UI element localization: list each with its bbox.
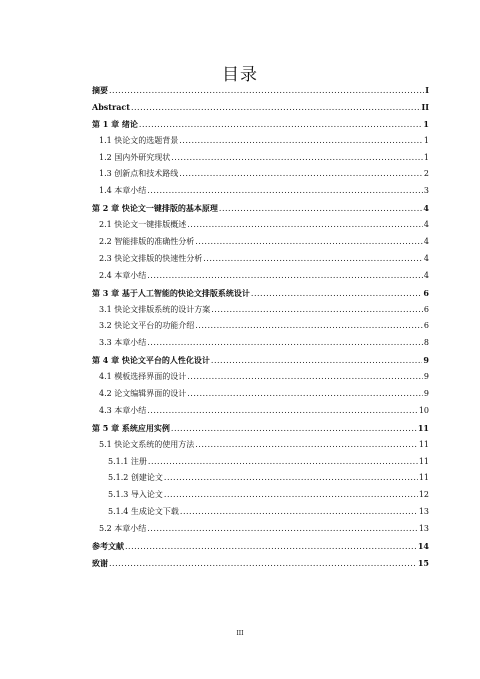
dot-leader: [109, 556, 417, 573]
toc-entry[interactable]: [92, 386, 429, 403]
toc-entry-page: 14: [417, 541, 429, 552]
toc-entry[interactable]: [92, 335, 429, 352]
table-of-contents: [92, 82, 429, 572]
toc-entry-label: 2.3 快论文排版的快速性分析: [99, 253, 203, 263]
toc-entry-page: 9: [423, 372, 429, 382]
dot-leader: [195, 234, 423, 251]
toc-entry-page: I: [425, 85, 429, 95]
toc-entry[interactable]: [92, 454, 429, 471]
toc-entry-label: 2.1 快论文一键排版概述: [99, 220, 187, 230]
toc-entry-label: 5.1.3 导入论文: [108, 490, 163, 500]
toc-entry-label: 4.2 论文编辑界面的设计: [99, 389, 187, 399]
toc-entry-label: 2.4 本章小结: [99, 270, 147, 280]
dot-leader: [125, 539, 417, 556]
dot-leader: [211, 353, 423, 370]
toc-entry[interactable]: [92, 217, 429, 234]
dot-leader: [219, 201, 423, 218]
toc-entry[interactable]: [92, 437, 429, 454]
toc-entry[interactable]: [92, 470, 429, 487]
toc-entry[interactable]: [92, 183, 429, 200]
toc-entry[interactable]: [92, 521, 429, 538]
toc-entry[interactable]: [92, 251, 429, 268]
toc-entry[interactable]: [92, 268, 429, 285]
dot-leader: [147, 521, 418, 538]
dot-leader: [187, 386, 423, 403]
toc-entry[interactable]: [92, 403, 429, 420]
toc-entry-label: 3.2 快论文平台的功能介绍: [99, 321, 195, 331]
toc-entry[interactable]: [92, 487, 429, 504]
toc-entry[interactable]: [92, 302, 429, 319]
toc-entry-page: 8: [423, 338, 429, 348]
toc-entry-page: 11: [417, 422, 429, 433]
toc-entry-label: 第 5 章 系统应用实例: [92, 422, 170, 433]
toc-entry-page: 9: [423, 389, 429, 399]
toc-entry-page: 6: [423, 304, 429, 314]
toc-entry-page: 11: [418, 439, 429, 449]
toc-entry-page: 2: [423, 169, 429, 179]
toc-entry[interactable]: [92, 82, 429, 99]
dot-leader: [164, 487, 418, 504]
toc-entry-page: 10: [418, 405, 429, 415]
toc-entry-label: 致谢: [92, 557, 108, 568]
toc-title: 目录: [222, 65, 258, 85]
dot-leader: [147, 183, 423, 200]
toc-entry[interactable]: [92, 150, 429, 167]
dot-leader: [187, 217, 423, 234]
toc-entry[interactable]: [92, 116, 429, 133]
toc-entry-label: 参考文献: [92, 541, 124, 552]
toc-entry-label: 第 3 章 基于人工智能的快论文排版系统设计: [92, 287, 250, 298]
dot-leader: [195, 318, 423, 335]
toc-entry-page: 13: [418, 507, 429, 517]
dot-leader: [187, 369, 423, 386]
toc-entry-label: 5.1.4 生成论文下载: [108, 507, 179, 517]
toc-entry-page: 4: [423, 220, 429, 230]
toc-entry-page: 13: [418, 524, 429, 534]
toc-entry-page: 4: [423, 253, 429, 263]
toc-entry-label: 第 1 章 绪论: [92, 118, 138, 129]
toc-entry-label: 1.2 国内外研究现状: [99, 152, 171, 162]
toc-entry[interactable]: [92, 504, 429, 521]
toc-entry-label: 2.2 智能排版的准确性分析: [99, 237, 195, 247]
dot-leader: [211, 302, 423, 319]
dot-leader: [164, 470, 418, 487]
toc-entry[interactable]: [92, 369, 429, 386]
dot-leader: [148, 454, 418, 471]
dot-leader: [195, 437, 418, 454]
toc-entry-page: 6: [423, 287, 429, 298]
toc-entry-page: 11: [418, 456, 429, 466]
toc-entry-page: 9: [423, 355, 429, 366]
toc-entry-page: 4: [423, 237, 429, 247]
toc-entry-label: 5.1.1 注册: [108, 456, 147, 466]
dot-leader: [179, 133, 423, 150]
dot-leader: [109, 83, 424, 100]
toc-entry[interactable]: [92, 234, 429, 251]
toc-entry[interactable]: [92, 555, 429, 572]
toc-entry-page: 1: [423, 135, 429, 145]
toc-entry[interactable]: [92, 352, 429, 369]
toc-entry-label: 摘要: [92, 85, 108, 95]
toc-entry-page: 1: [423, 152, 429, 162]
toc-entry-page: 4: [423, 203, 429, 214]
toc-entry-label: 3.1 快论文排版系统的设计方案: [99, 304, 211, 314]
toc-entry-page: II: [421, 101, 429, 112]
toc-entry-label: 5.1.2 创建论文: [108, 473, 163, 483]
dot-leader: [171, 150, 423, 167]
toc-entry[interactable]: [92, 318, 429, 335]
dot-leader: [251, 286, 423, 303]
toc-entry-page: 4: [423, 270, 429, 280]
toc-entry-page: 1: [423, 118, 429, 129]
dot-leader: [131, 100, 421, 117]
toc-entry[interactable]: [92, 200, 429, 217]
toc-entry-label: 第 2 章 快论文一键排版的基本原理: [92, 203, 218, 214]
dot-leader: [147, 268, 423, 285]
dot-leader: [147, 335, 423, 352]
toc-entry-label: 1.3 创新点和技术路线: [99, 169, 179, 179]
toc-entry[interactable]: [92, 99, 429, 116]
dot-leader: [147, 403, 418, 420]
toc-entry-label: Abstract: [92, 101, 130, 112]
toc-entry-label: 5.2 本章小结: [99, 524, 147, 534]
toc-entry-page: 15: [417, 557, 429, 568]
toc-entry[interactable]: [92, 420, 429, 437]
dot-leader: [203, 251, 423, 268]
toc-entry-label: 3.3 本章小结: [99, 338, 147, 348]
toc-entry-label: 5.1 快论文系统的使用方法: [99, 439, 195, 449]
dot-leader: [171, 421, 417, 438]
toc-entry-page: 3: [423, 186, 429, 196]
toc-entry-label: 4.3 本章小结: [99, 405, 147, 415]
toc-entry-page: 11: [418, 473, 429, 483]
dot-leader: [179, 166, 423, 183]
toc-entry[interactable]: [92, 133, 429, 150]
toc-entry-label: 1.4 本章小结: [99, 186, 147, 196]
toc-entry-label: 4.1 模板选择界面的设计: [99, 372, 187, 382]
toc-entry-page: 12: [418, 490, 429, 500]
toc-entry[interactable]: [92, 166, 429, 183]
page-number: III: [236, 630, 244, 637]
toc-entry-label: 第 4 章 快论文平台的人性化设计: [92, 355, 210, 366]
toc-entry-page: 6: [423, 321, 429, 331]
toc-entry-label: 1.1 快论文的选题背景: [99, 135, 179, 145]
toc-entry[interactable]: [92, 285, 429, 302]
toc-entry[interactable]: [92, 538, 429, 555]
dot-leader: [139, 117, 423, 134]
dot-leader: [180, 504, 418, 521]
